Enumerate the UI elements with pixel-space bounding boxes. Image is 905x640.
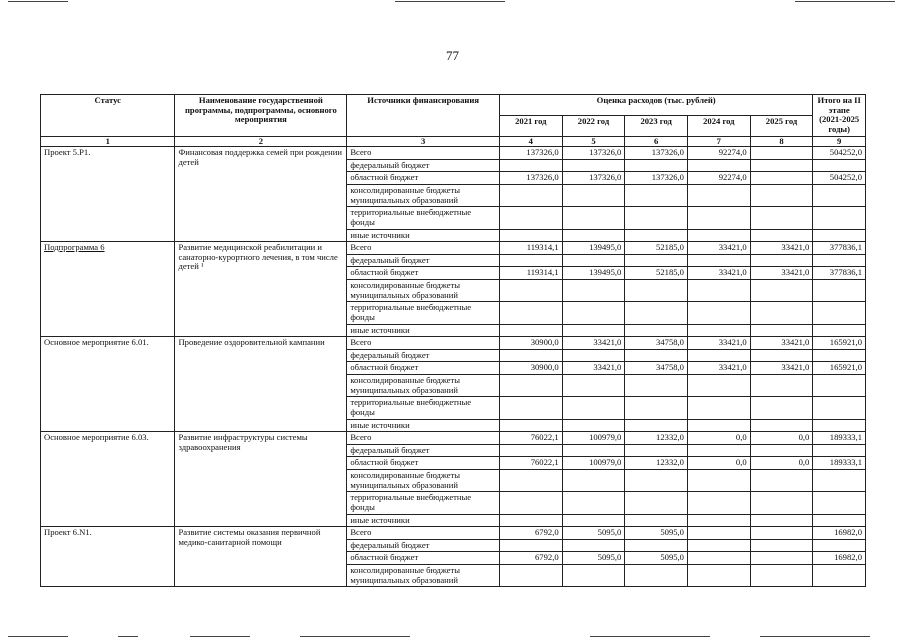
- year-value: 137326,0: [625, 147, 688, 160]
- year-value: [562, 444, 625, 457]
- year-value: 92274,0: [687, 147, 750, 160]
- funding-source: областной бюджет: [347, 267, 500, 280]
- funding-source: областной бюджет: [347, 552, 500, 565]
- year-value: [750, 229, 813, 242]
- year-value: 92274,0: [687, 172, 750, 185]
- header-source: Источники финансирования: [347, 95, 500, 137]
- year-value: [562, 514, 625, 527]
- year-value: [687, 514, 750, 527]
- year-value: [499, 444, 562, 457]
- funding-source: консолидированные бюджеты муниципальных образований: [347, 565, 500, 587]
- year-value: [625, 254, 688, 267]
- year-value: 33421,0: [750, 242, 813, 255]
- year-value: [562, 159, 625, 172]
- year-value: [625, 159, 688, 172]
- funding-source: федеральный бюджет: [347, 254, 500, 267]
- funding-source: Всего: [347, 242, 500, 255]
- funding-source: территориальные внебюджетные фонды: [347, 397, 500, 419]
- year-value: [499, 280, 562, 302]
- row-status: Подпрограмма 6: [41, 242, 175, 337]
- year-value: 33421,0: [687, 267, 750, 280]
- year-value: [687, 527, 750, 540]
- year-value: [562, 565, 625, 587]
- total-value: [813, 470, 866, 492]
- top-rule: [8, 1, 68, 2]
- table-row: [41, 337, 866, 350]
- funding-source: иные источники: [347, 324, 500, 337]
- header-name: Наименование государственной программы, подпрограммы, основного мероприятия: [175, 95, 347, 137]
- year-value: [625, 185, 688, 207]
- table-body: [41, 147, 866, 587]
- header-year: 2023 год: [625, 115, 688, 136]
- table-row: [41, 527, 866, 540]
- year-value: [499, 229, 562, 242]
- year-value: 33421,0: [687, 337, 750, 350]
- year-value: 5095,0: [562, 527, 625, 540]
- year-value: [562, 207, 625, 229]
- year-value: [625, 565, 688, 587]
- year-value: [499, 375, 562, 397]
- table-row: [41, 432, 866, 445]
- funding-source: федеральный бюджет: [347, 159, 500, 172]
- year-value: [687, 229, 750, 242]
- year-value: 52185,0: [625, 267, 688, 280]
- total-value: [813, 159, 866, 172]
- funding-source: консолидированные бюджеты муниципальных образований: [347, 470, 500, 492]
- year-value: 137326,0: [625, 172, 688, 185]
- year-value: [499, 397, 562, 419]
- header-total: Итого на II этапе (2021-2025 годы): [813, 95, 866, 137]
- funding-source: Всего: [347, 337, 500, 350]
- total-value: [813, 229, 866, 242]
- total-value: 504252,0: [813, 147, 866, 160]
- bottom-rule: [590, 636, 710, 637]
- year-value: [499, 419, 562, 432]
- total-value: [813, 324, 866, 337]
- funding-source: иные источники: [347, 514, 500, 527]
- year-value: 119314,1: [499, 267, 562, 280]
- header-year: 2021 год: [499, 115, 562, 136]
- year-value: [687, 185, 750, 207]
- year-value: [625, 375, 688, 397]
- year-value: [625, 444, 688, 457]
- year-value: [562, 185, 625, 207]
- year-value: [562, 302, 625, 324]
- year-value: [625, 324, 688, 337]
- year-value: [750, 419, 813, 432]
- column-number: 2: [175, 136, 347, 147]
- total-value: 189333,1: [813, 457, 866, 470]
- year-value: [750, 159, 813, 172]
- year-value: [687, 419, 750, 432]
- year-value: [750, 302, 813, 324]
- top-rule: [795, 1, 895, 2]
- header-year: 2024 год: [687, 115, 750, 136]
- year-value: [750, 527, 813, 540]
- year-value: [687, 302, 750, 324]
- year-value: 6792,0: [499, 552, 562, 565]
- funding-source: иные источники: [347, 419, 500, 432]
- year-value: [750, 470, 813, 492]
- year-value: [499, 185, 562, 207]
- year-value: [499, 539, 562, 552]
- year-value: [625, 207, 688, 229]
- funding-source: территориальные внебюджетные фонды: [347, 492, 500, 514]
- year-value: [562, 492, 625, 514]
- year-value: 33421,0: [750, 362, 813, 375]
- row-status: Основное мероприятие 6.01.: [41, 337, 175, 432]
- year-value: [625, 349, 688, 362]
- row-name: Развитие медицинской реабилитации и санаторно-курортного лечения, в том числе детей ¹: [175, 242, 347, 337]
- year-value: [687, 324, 750, 337]
- year-value: [687, 397, 750, 419]
- year-value: [687, 492, 750, 514]
- funding-source: консолидированные бюджеты муниципальных образований: [347, 185, 500, 207]
- total-value: [813, 302, 866, 324]
- table-row: [41, 147, 866, 160]
- funding-source: консолидированные бюджеты муниципальных образований: [347, 375, 500, 397]
- year-value: [562, 229, 625, 242]
- year-value: 33421,0: [750, 267, 813, 280]
- year-value: [625, 514, 688, 527]
- row-name: Развитие системы оказания первичной медико-санитарной помощи: [175, 527, 347, 587]
- table-row: [41, 242, 866, 255]
- funding-source: территориальные внебюджетные фонды: [347, 302, 500, 324]
- total-value: 377836,1: [813, 267, 866, 280]
- year-value: [499, 302, 562, 324]
- year-value: [562, 324, 625, 337]
- total-value: [813, 492, 866, 514]
- column-number: 5: [562, 136, 625, 147]
- year-value: [687, 159, 750, 172]
- year-value: 12332,0: [625, 457, 688, 470]
- year-value: [687, 565, 750, 587]
- top-rule: [395, 1, 505, 2]
- total-value: [813, 514, 866, 527]
- row-status: Проект 5.Р1.: [41, 147, 175, 242]
- bottom-rule: [118, 636, 138, 637]
- funding-source: иные источники: [347, 229, 500, 242]
- year-value: [687, 539, 750, 552]
- total-value: 377836,1: [813, 242, 866, 255]
- year-value: [687, 552, 750, 565]
- header-status: Статус: [41, 95, 175, 137]
- year-value: [625, 470, 688, 492]
- year-value: 137326,0: [562, 147, 625, 160]
- year-value: [625, 280, 688, 302]
- total-value: [813, 254, 866, 267]
- year-value: 30900,0: [499, 362, 562, 375]
- year-value: [499, 254, 562, 267]
- year-value: 137326,0: [499, 147, 562, 160]
- year-value: [750, 349, 813, 362]
- year-value: [562, 349, 625, 362]
- year-value: 76022,1: [499, 457, 562, 470]
- column-number: 9: [813, 136, 866, 147]
- year-value: 137326,0: [562, 172, 625, 185]
- year-value: [625, 302, 688, 324]
- bottom-rule: [300, 636, 410, 637]
- year-value: 5095,0: [625, 552, 688, 565]
- year-value: 34758,0: [625, 337, 688, 350]
- total-value: [813, 419, 866, 432]
- year-value: [750, 397, 813, 419]
- year-value: 137326,0: [499, 172, 562, 185]
- year-value: [750, 280, 813, 302]
- year-value: [562, 375, 625, 397]
- year-value: [750, 172, 813, 185]
- year-value: [562, 280, 625, 302]
- year-value: [562, 419, 625, 432]
- total-value: [813, 444, 866, 457]
- bottom-rule: [190, 636, 250, 637]
- year-value: [625, 397, 688, 419]
- funding-source: областной бюджет: [347, 172, 500, 185]
- row-status: Проект 6.N1.: [41, 527, 175, 587]
- year-value: [750, 185, 813, 207]
- year-value: [750, 324, 813, 337]
- year-value: 100979,0: [562, 432, 625, 445]
- year-value: 5095,0: [562, 552, 625, 565]
- row-status: Основное мероприятие 6.03.: [41, 432, 175, 527]
- column-number: 8: [750, 136, 813, 147]
- column-number: 7: [687, 136, 750, 147]
- year-value: 0,0: [687, 432, 750, 445]
- year-value: [625, 229, 688, 242]
- total-value: [813, 397, 866, 419]
- year-value: [750, 514, 813, 527]
- total-value: 16982,0: [813, 527, 866, 540]
- year-value: [499, 565, 562, 587]
- header-estimate: Оценка расходов (тыс. рублей): [499, 95, 812, 116]
- year-value: [687, 444, 750, 457]
- funding-source: консолидированные бюджеты муниципальных образований: [347, 280, 500, 302]
- column-number: 1: [41, 136, 175, 147]
- year-value: [750, 254, 813, 267]
- header-year: 2022 год: [562, 115, 625, 136]
- year-value: [562, 254, 625, 267]
- row-name: Проведение оздоровительной кампании: [175, 337, 347, 432]
- year-value: [687, 280, 750, 302]
- year-value: 33421,0: [750, 337, 813, 350]
- total-value: [813, 349, 866, 362]
- column-number: 4: [499, 136, 562, 147]
- bottom-rule: [760, 636, 870, 637]
- year-value: 139495,0: [562, 267, 625, 280]
- total-value: [813, 185, 866, 207]
- funding-source: федеральный бюджет: [347, 539, 500, 552]
- year-value: [750, 444, 813, 457]
- year-value: 33421,0: [562, 362, 625, 375]
- funding-source: Всего: [347, 527, 500, 540]
- year-value: [499, 514, 562, 527]
- year-value: [562, 539, 625, 552]
- column-number: 6: [625, 136, 688, 147]
- year-value: [750, 552, 813, 565]
- year-value: 100979,0: [562, 457, 625, 470]
- year-value: 34758,0: [625, 362, 688, 375]
- year-value: [687, 207, 750, 229]
- year-value: [625, 419, 688, 432]
- year-value: 139495,0: [562, 242, 625, 255]
- total-value: [813, 565, 866, 587]
- funding-source: Всего: [347, 147, 500, 160]
- year-value: 30900,0: [499, 337, 562, 350]
- year-value: [687, 470, 750, 492]
- funding-source: федеральный бюджет: [347, 444, 500, 457]
- row-name: Развитие инфраструктуры системы здравоохранения: [175, 432, 347, 527]
- funding-source: Всего: [347, 432, 500, 445]
- funding-source: областной бюджет: [347, 362, 500, 375]
- year-value: [750, 207, 813, 229]
- year-value: [750, 375, 813, 397]
- total-value: 504252,0: [813, 172, 866, 185]
- year-value: 0,0: [687, 457, 750, 470]
- year-value: 0,0: [750, 432, 813, 445]
- year-value: [562, 397, 625, 419]
- year-value: 33421,0: [687, 362, 750, 375]
- total-value: 16982,0: [813, 552, 866, 565]
- bottom-rule: [8, 636, 68, 637]
- year-value: [687, 375, 750, 397]
- total-value: 189333,1: [813, 432, 866, 445]
- year-value: [687, 349, 750, 362]
- year-value: [499, 207, 562, 229]
- row-name: Финансовая поддержка семей при рождении детей: [175, 147, 347, 242]
- year-value: 52185,0: [625, 242, 688, 255]
- total-value: [813, 280, 866, 302]
- year-value: [499, 470, 562, 492]
- year-value: [625, 492, 688, 514]
- year-value: [499, 159, 562, 172]
- table-header: [41, 95, 866, 147]
- header-year: 2025 год: [750, 115, 813, 136]
- year-value: [499, 492, 562, 514]
- total-value: 165921,0: [813, 337, 866, 350]
- year-value: [625, 539, 688, 552]
- total-value: [813, 207, 866, 229]
- year-value: [687, 254, 750, 267]
- year-value: 12332,0: [625, 432, 688, 445]
- funding-source: территориальные внебюджетные фонды: [347, 207, 500, 229]
- year-value: [750, 147, 813, 160]
- budget-table: [40, 94, 866, 587]
- column-number: 3: [347, 136, 500, 147]
- year-value: 0,0: [750, 457, 813, 470]
- year-value: 33421,0: [687, 242, 750, 255]
- funding-source: областной бюджет: [347, 457, 500, 470]
- year-value: [750, 492, 813, 514]
- total-value: [813, 375, 866, 397]
- year-value: [750, 539, 813, 552]
- year-value: 33421,0: [562, 337, 625, 350]
- year-value: [562, 470, 625, 492]
- funding-source: федеральный бюджет: [347, 349, 500, 362]
- page-number: 77: [446, 48, 459, 63]
- total-value: 165921,0: [813, 362, 866, 375]
- year-value: [750, 565, 813, 587]
- year-value: [499, 324, 562, 337]
- year-value: 6792,0: [499, 527, 562, 540]
- year-value: 119314,1: [499, 242, 562, 255]
- year-value: 5095,0: [625, 527, 688, 540]
- year-value: [499, 349, 562, 362]
- total-value: [813, 539, 866, 552]
- year-value: 76022,1: [499, 432, 562, 445]
